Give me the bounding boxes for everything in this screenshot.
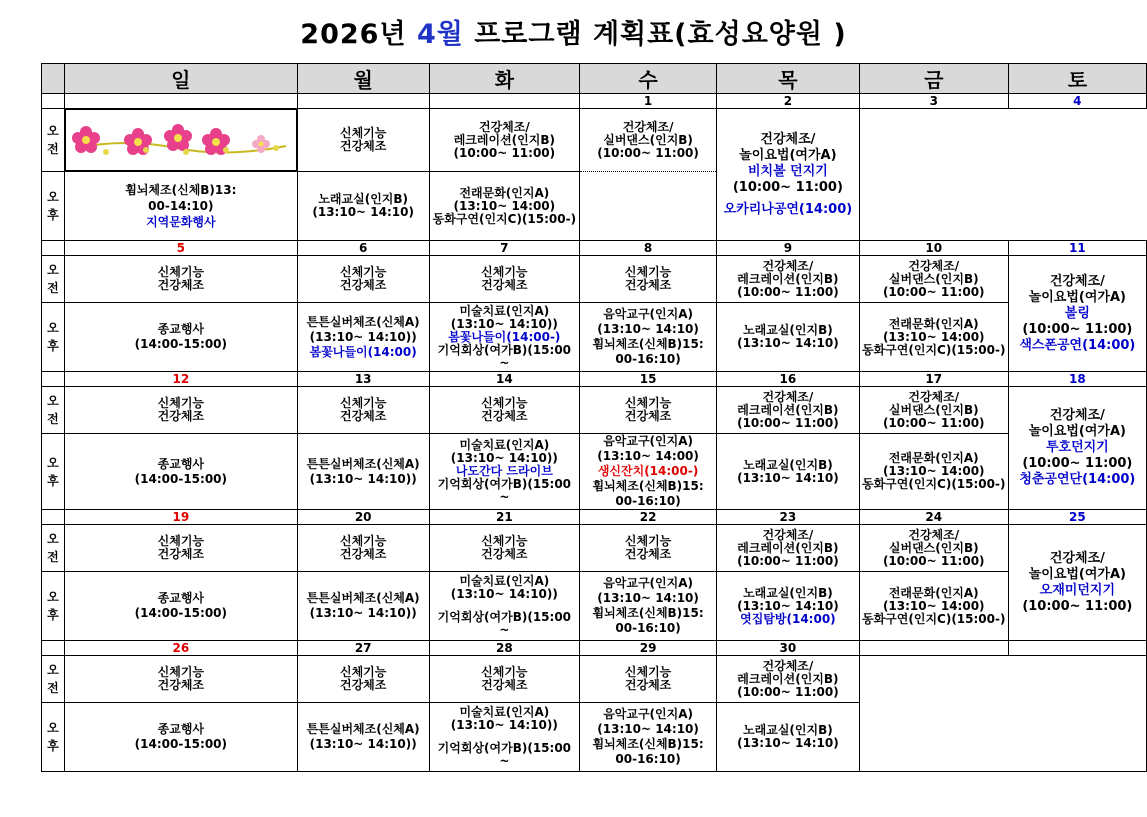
date-cell: 14 [429,372,580,387]
program-cell: 전래문화(인지A) (13:10~ 14:00) 동화구연(인지C)(15:00-) [859,434,1008,510]
program-cell: 튼튼실버체조(신체A) (13:10~ 14:10)) [297,703,429,772]
program-cell: 신체기능 건강체조 [297,656,429,703]
title-text: 프로그램 계획표(효성요양원 ) [463,19,847,50]
date-cell: 2 [717,94,860,109]
date-cell: 15 [580,372,717,387]
program-cell: 종교행사 (14:00-15:00) [64,703,297,772]
am-row-week5 [42,656,1147,703]
program-cell-sat: 건강체조/ 놀이요법(여가A) 볼링 (10:00~ 11:00) 색스폰공연(14:00) [1008,256,1146,372]
day-header-sun: 일 [64,64,297,94]
program-cell: 신체기능 건강체조 [64,656,297,703]
date-cell: 11 [1008,241,1146,256]
program-cell: 신체기능 건강체조 [64,387,297,434]
date-cell: 13 [297,372,429,387]
date-cell: 5 [64,241,297,256]
date-cell: 22 [580,510,717,525]
program-cell: 휨뇌체조(신체B)13: 00-14:10) 지역문화행사 [64,172,297,241]
date-cell: 26 [64,641,297,656]
date-cell: 16 [717,372,860,387]
day-header-sat: 토 [1008,64,1146,94]
date-cell [297,94,429,109]
day-header-wed: 수 [580,64,717,94]
date-row-week5 [42,641,1147,656]
program-cell-sat: 건강체조/ 놀이요법(여가A) 오재미던지기 (10:00~ 11:00) [1008,525,1146,641]
program-cell: 노래교실(인지B) (13:10~ 14:10) [717,703,860,772]
title-month: 4월 [416,19,464,50]
date-cell: 3 [859,94,1008,109]
date-cell: 23 [717,510,860,525]
program-cell: 미술치료(인지A) (13:10~ 14:10)) 기억회상(여가B)(15:00 ~ [429,703,580,772]
program-cell: 미술치료(인지A) (13:10~ 14:10)) 나도간다 드라이브 기억회상(여가B)(15:00 ~ [429,434,580,510]
am-row-week2 [42,256,1147,303]
program-cell: 종교행사 (14:00-15:00) [64,572,297,641]
day-header-mon: 월 [297,64,429,94]
program-cell: 신체기능 건강체조 [297,525,429,572]
program-cell: 신체기능 건강체조 [297,387,429,434]
program-cell: 신체기능 건강체조 [429,525,580,572]
date-row-week3 [42,372,1147,387]
header-corner [42,64,65,94]
program-cell: 음악교구(인지A) (13:10~ 14:10) 휨뇌체조(신체B)15: 00-16:10) [580,572,717,641]
date-cell [1008,641,1146,656]
program-cell: 미술치료(인지A) (13:10~ 14:10)) 봄꽃나들이(14:00-) 기억회상(여가B)(15:00 ~ [429,303,580,372]
am-row-week4 [42,525,1147,572]
program-cell: 전래문화(인지A) (13:10~ 14:00) 동화구연(인지C)(15:00-) [429,172,580,241]
program-cell: 건강체조/ 레크레이션(인지B) (10:00~ 11:00) [717,656,860,703]
program-cell: 건강체조/ 실버댄스(인지B) (10:00~ 11:00) [859,256,1008,303]
program-cell: 음악교구(인지A) (13:10~ 14:10) 휨뇌체조(신체B)15: 00-16:10) [580,303,717,372]
program-cell: 신체기능 건강체조 [580,387,717,434]
date-cell: 29 [580,641,717,656]
program-cell: 신체기능 건강체조 [64,256,297,303]
weekday-header-row [42,64,1147,94]
date-cell: 1 [580,94,717,109]
program-cell: 건강체조/ 실버댄스(인지B) (10:00~ 11:00) [580,109,717,172]
date-cell [859,641,1008,656]
pm-row-week3 [42,434,1147,510]
program-cell: 튼튼실버체조(신체A) (13:10~ 14:10)) [297,572,429,641]
pm-row-week4 [42,572,1147,641]
program-cell: 신체기능 건강체조 [580,525,717,572]
empty-cell [859,656,1146,772]
date-cell: 9 [717,241,860,256]
date-cell: 17 [859,372,1008,387]
date-cell: 10 [859,241,1008,256]
date-cell: 7 [429,241,580,256]
pm-row-week1 [42,172,1147,241]
am-row-week3 [42,387,1147,434]
pm-label: 오 후 [42,703,65,772]
program-cell: 종교행사 (14:00-15:00) [64,434,297,510]
date-cell: 21 [429,510,580,525]
date-cell: 12 [64,372,297,387]
title-year: 2026년 [300,19,417,50]
calendar-table [41,63,1147,772]
am-label: 오 전 [42,525,65,572]
pm-row-week2 [42,303,1147,372]
date-cell: 24 [859,510,1008,525]
program-cell: 신체기능 건강체조 [429,387,580,434]
program-cell-sat: 건강체조/ 놀이요법(여가A) 비치볼 던지기 (10:00~ 11:00) 오카리나공연(14:00) [717,109,860,241]
program-cell: 노래교실(인지B) (13:10~ 14:10) 엿집탐방(14:00) [717,572,860,641]
program-cell: 건강체조/ 레크레이션(인지B) (10:00~ 11:00) [717,256,860,303]
program-cell: 건강체조/ 레크레이션(인지B) (10:00~ 11:00) [717,525,860,572]
date-cell: 6 [297,241,429,256]
program-cell: 음악교구(인지A) (13:10~ 14:00) 생신잔치(14:00-) 휨뇌체조(신체B)15: 00-16:10) [580,434,717,510]
program-cell: 신체기능 건강체조 [297,256,429,303]
date-cell: 20 [297,510,429,525]
program-cell: 노래교실(인지B) (13:10~ 14:10) [717,303,860,372]
program-cell: 튼튼실버체조(신체A) (13:10~ 14:10)) [297,434,429,510]
date-cell: 19 [64,510,297,525]
date-cell: 30 [717,641,860,656]
day-header-thu: 목 [717,64,860,94]
program-cell: 신체기능 건강체조 [580,256,717,303]
am-label: 오 전 [42,109,65,172]
date-cell [64,94,297,109]
program-cell: 음악교구(인지A) (13:10~ 14:10) 휨뇌체조(신체B)15: 00-16:10) [580,703,717,772]
date-cell: 27 [297,641,429,656]
program-cell: 건강체조/ 레크레이션(인지B) (10:00~ 11:00) [717,387,860,434]
date-row-week4 [42,510,1147,525]
program-cell: 신체기능 건강체조 [429,656,580,703]
program-cell: 전래문화(인지A) (13:10~ 14:00) 동화구연(인지C)(15:00-) [859,303,1008,372]
flower-decoration [65,109,297,171]
program-cell: 종교행사 (14:00-15:00) [64,303,297,372]
am-label: 오 전 [42,656,65,703]
pm-label: 오 후 [42,172,65,241]
program-cell: 신체기능 건강체조 [64,525,297,572]
date-cell: 4 [1008,94,1146,109]
flower-garland-icon [66,110,296,170]
program-cell: 건강체조/ 실버댄스(인지B) (10:00~ 11:00) [859,387,1008,434]
program-cell: 신체기능 건강체조 [429,256,580,303]
am-row-week1 [42,109,1147,172]
date-cell [429,94,580,109]
pm-label: 오 후 [42,572,65,641]
date-cell: 25 [1008,510,1146,525]
am-label: 오 전 [42,387,65,434]
program-cell: 신체기능 건강체조 [297,109,429,172]
program-cell-sat: 건강체조/ 놀이요법(여가A) 투호던지기 (10:00~ 11:00) 청춘공연단(14:00) [1008,387,1146,510]
program-cell: 건강체조/ 레크레이션(인지B) (10:00~ 11:00) [429,109,580,172]
page-title [0,12,1147,51]
program-cell: 건강체조/ 실버댄스(인지B) (10:00~ 11:00) [859,525,1008,572]
pm-label: 오 후 [42,434,65,510]
pm-label: 오 후 [42,303,65,372]
day-header-tue: 화 [429,64,580,94]
program-cell: 튼튼실버체조(신체A) (13:10~ 14:10)) 봄꽃나들이(14:00) [297,303,429,372]
program-cell: 신체기능 건강체조 [580,656,717,703]
program-cell: 전래문화(인지A) (13:10~ 14:00) 동화구연(인지C)(15:00-) [859,572,1008,641]
date-cell: 28 [429,641,580,656]
date-cell: 18 [1008,372,1146,387]
date-row-week1 [42,94,1147,109]
date-cell: 8 [580,241,717,256]
program-cell: 노래교실(인지B) (13:10~ 14:10) [717,434,860,510]
date-row-week2 [42,241,1147,256]
program-cell: 노래교실(인지B) (13:10~ 14:10) [297,172,429,241]
am-label: 오 전 [42,256,65,303]
day-header-fri: 금 [859,64,1008,94]
program-cell: 미술치료(인지A) (13:10~ 14:10)) 기억회상(여가B)(15:00 ~ [429,572,580,641]
